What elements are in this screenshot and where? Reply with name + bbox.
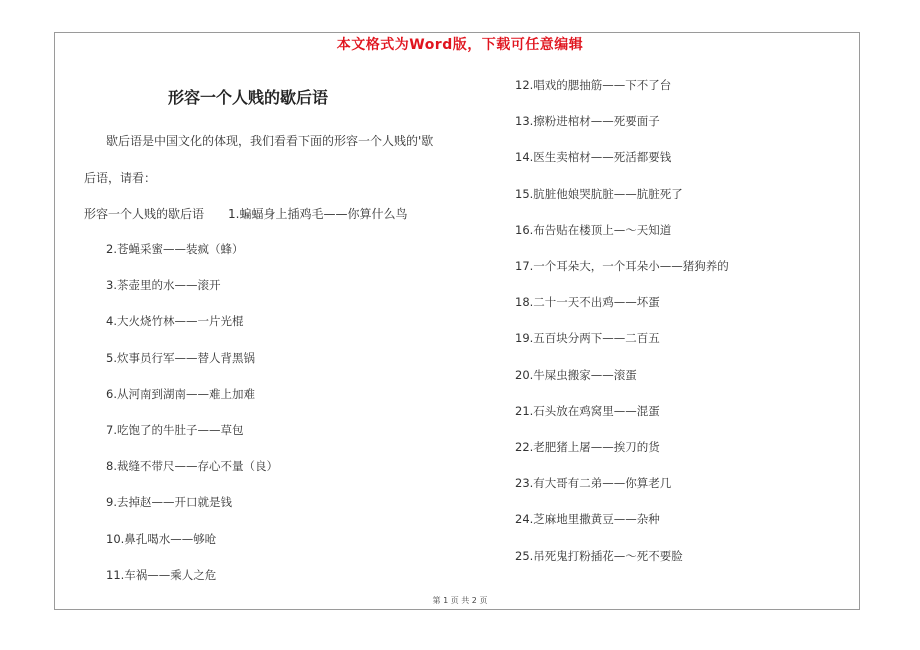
- proverb-item: 10.鼻孔喝水——够呛: [106, 531, 217, 546]
- proverb-item: 3.茶壶里的水——滚开: [106, 278, 221, 293]
- proverb-item: 12.唱戏的腮抽筋——下不了台: [515, 78, 672, 92]
- proverb-item: 4.大火烧竹林——一片光棍: [106, 314, 244, 329]
- edit-notice-banner: 本文格式为Word版，下载可任意编辑: [336, 37, 584, 53]
- proverb-item: 19.五百块分两下——二百五: [515, 331, 660, 346]
- proverb-item: 15.肮脏他娘哭肮脏——肮脏死了: [515, 186, 683, 201]
- proverb-item: 16.布告贴在楼顶上—～天知道: [515, 222, 672, 237]
- intro-paragraph-line-2: 后语，请看：: [84, 171, 157, 185]
- proverb-item: 13.擦粉进棺材——死要面子: [515, 114, 660, 129]
- proverb-item: 14.医生卖棺材——死活都要钱: [515, 150, 672, 165]
- page-number-footer: 第 1 页 共 2 页: [432, 596, 488, 605]
- proverb-item: 7.吃饱了的牛肚子——草包: [106, 423, 244, 437]
- proverb-item: 5.炊事员行军——替人背黑锅: [106, 350, 255, 365]
- proverb-item: 17.一个耳朵大，一个耳朵小——猪狗养的: [515, 259, 729, 273]
- document-title: 形容一个人贱的歇后语: [168, 88, 329, 107]
- proverb-item: 2.苍蝇采蜜——装疯（蜂）: [106, 242, 244, 256]
- section-heading-line: [84, 205, 407, 222]
- section-heading: 形容一个人贱的歇后语: [84, 207, 205, 221]
- intro-paragraph-line-1: 歇后语是中国文化的体现，我们看看下面的形容一个人贱的'歇: [106, 134, 434, 148]
- proverb-item: 21.石头放在鸡窝里——混蛋: [515, 403, 660, 418]
- proverb-item: 25.吊死鬼打粉插花—～死不要脸: [515, 548, 683, 563]
- proverb-item: 8.裁缝不带尺——存心不量（良）: [106, 459, 278, 474]
- proverb-item: 20.牛屎虫搬家——滚蛋: [515, 367, 637, 382]
- proverb-item: 24.芝麻地里撒黄豆——杂种: [515, 512, 660, 527]
- proverb-item: 11.车祸——乘人之危: [106, 567, 217, 582]
- proverb-item: 18.二十一天不出鸡——坏蛋: [515, 295, 660, 310]
- proverb-item: 22.老肥猪上屠——挨刀的货: [515, 440, 660, 454]
- proverb-item: 9.去掉赵——开口就是钱: [106, 495, 232, 510]
- proverb-item: 23.有大哥有二弟——你算老几: [515, 476, 672, 491]
- proverb-item: 6.从河南到湖南——难上加难: [106, 386, 255, 401]
- proverb-item: 1.蝙蝠身上插鸡毛——你算什么鸟: [228, 207, 408, 221]
